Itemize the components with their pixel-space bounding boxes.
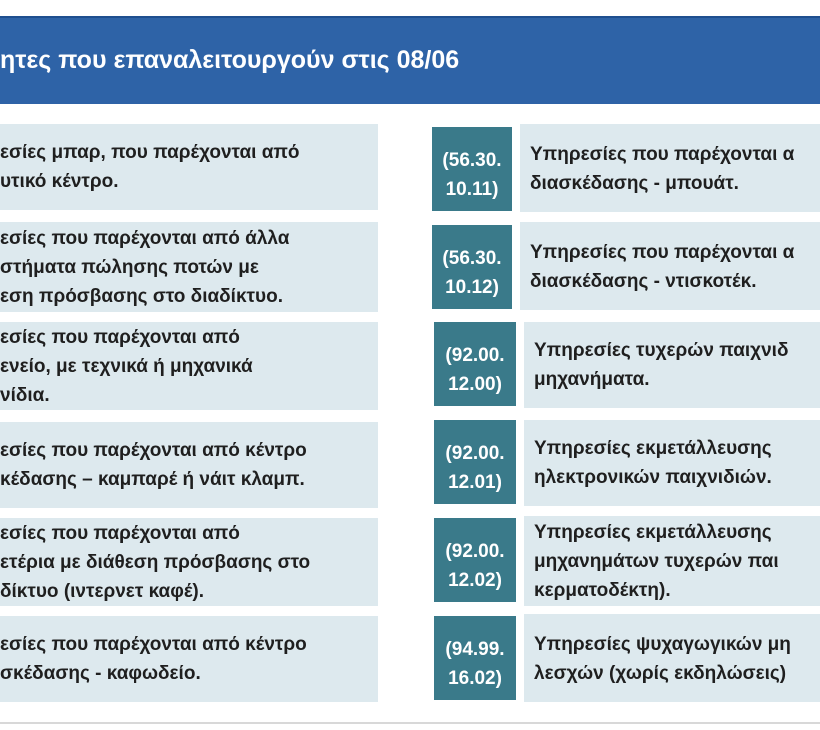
right-item-6	[524, 614, 820, 702]
activity-code-3-part-1: (92.00.	[445, 345, 505, 366]
left-item-5-line-3: δίκτυο (ιντερνετ καφέ).	[0, 581, 204, 602]
right-item-4-line-1: Υπηρεσίες εκμετάλλευσης	[534, 438, 772, 459]
activity-code-2-part-1: (56.30.	[442, 248, 502, 269]
left-item-6-line-2: σκέδασης - καφωδείο.	[0, 663, 201, 684]
bottom-divider	[0, 722, 820, 724]
activity-code-3	[434, 322, 516, 406]
right-item-3-line-1: Υπηρεσίες τυχερών παιχνιδ	[534, 340, 789, 361]
right-item-1	[520, 124, 820, 212]
activity-code-5-part-2: 12.02)	[448, 570, 502, 591]
activity-code-4	[434, 420, 516, 504]
left-item-4	[0, 422, 378, 508]
activity-code-1-part-2: 10.11)	[445, 179, 499, 200]
activity-code-4-part-2: 12.01)	[448, 472, 502, 493]
left-item-1-line-1: εσίες μπαρ, που παρέχονται από	[0, 142, 300, 163]
left-item-5-line-2: ετέρια με διάθεση πρόσβασης στο	[0, 552, 311, 573]
activity-code-2	[432, 225, 512, 309]
activity-code-4-part-1: (92.00.	[445, 443, 505, 464]
activity-code-6	[434, 616, 516, 700]
left-item-4-line-1: εσίες που παρέχονται από κέντρο	[0, 440, 307, 461]
activity-code-2-part-2: 10.12)	[445, 277, 499, 298]
left-item-2-line-2: στήματα πώλησης ποτών με	[0, 257, 259, 278]
right-item-2-line-2: διασκέδασης - ντισκοτέκ.	[530, 271, 757, 292]
left-item-1	[0, 124, 378, 210]
left-item-5-line-1: εσίες που παρέχονται από	[0, 523, 240, 544]
left-item-2	[0, 222, 378, 312]
right-item-6-line-1: Υπηρεσίες ψυχαγωγικών μη	[534, 634, 791, 655]
left-item-3-line-3: νίδια.	[0, 385, 50, 406]
activity-code-3-part-2: 12.00)	[448, 374, 502, 395]
right-item-4-line-2: ηλεκτρονικών παιχνιδιών.	[534, 467, 772, 488]
left-item-3	[0, 322, 378, 410]
left-item-1-line-2: υτικό κέντρο.	[0, 171, 119, 192]
right-item-3	[524, 322, 820, 408]
activity-code-1	[432, 127, 512, 211]
right-item-5-line-3: κερματοδέκτη).	[534, 580, 671, 601]
activity-code-6-part-1: (94.99.	[445, 639, 505, 660]
left-item-2-line-3: εση πρόσβασης στο διαδίκτυο.	[0, 286, 283, 307]
right-item-1-line-2: διασκέδασης - μπουάτ.	[530, 173, 739, 194]
activity-code-1-part-1: (56.30.	[442, 150, 502, 171]
left-item-6-line-1: εσίες που παρέχονται από κέντρο	[0, 634, 307, 655]
right-item-5-line-2: μηχανημάτων τυχερών παι	[534, 551, 779, 572]
page-title: ητες που επαναλειτουργούν στις 08/06	[0, 46, 460, 74]
right-item-5-line-1: Υπηρεσίες εκμετάλλευσης	[534, 522, 772, 543]
left-item-3-line-2: ενείο, με τεχνικά ή μηχανικά	[0, 356, 253, 377]
right-item-5	[524, 516, 820, 606]
right-item-1-line-1: Υπηρεσίες που παρέχονται α	[530, 144, 795, 165]
activity-code-5-part-1: (92.00.	[445, 541, 505, 562]
right-item-4	[524, 420, 820, 506]
activity-code-5	[434, 518, 516, 602]
left-item-3-line-1: εσίες που παρέχονται από	[0, 327, 240, 348]
right-item-2	[520, 222, 820, 310]
left-item-6	[0, 616, 378, 702]
left-item-5	[0, 518, 378, 606]
left-item-4-line-2: κέδασης – καμπαρέ ή νάιτ κλαμπ.	[0, 469, 305, 490]
right-item-6-line-2: λεσχών (χωρίς εκδηλώσεις)	[534, 663, 787, 684]
left-item-2-line-1: εσίες που παρέχονται από άλλα	[0, 228, 290, 249]
activity-code-6-part-2: 16.02)	[448, 668, 502, 689]
right-item-3-line-2: μηχανήματα.	[534, 369, 650, 390]
right-item-2-line-1: Υπηρεσίες που παρέχονται α	[530, 242, 795, 263]
title-banner	[0, 16, 820, 104]
